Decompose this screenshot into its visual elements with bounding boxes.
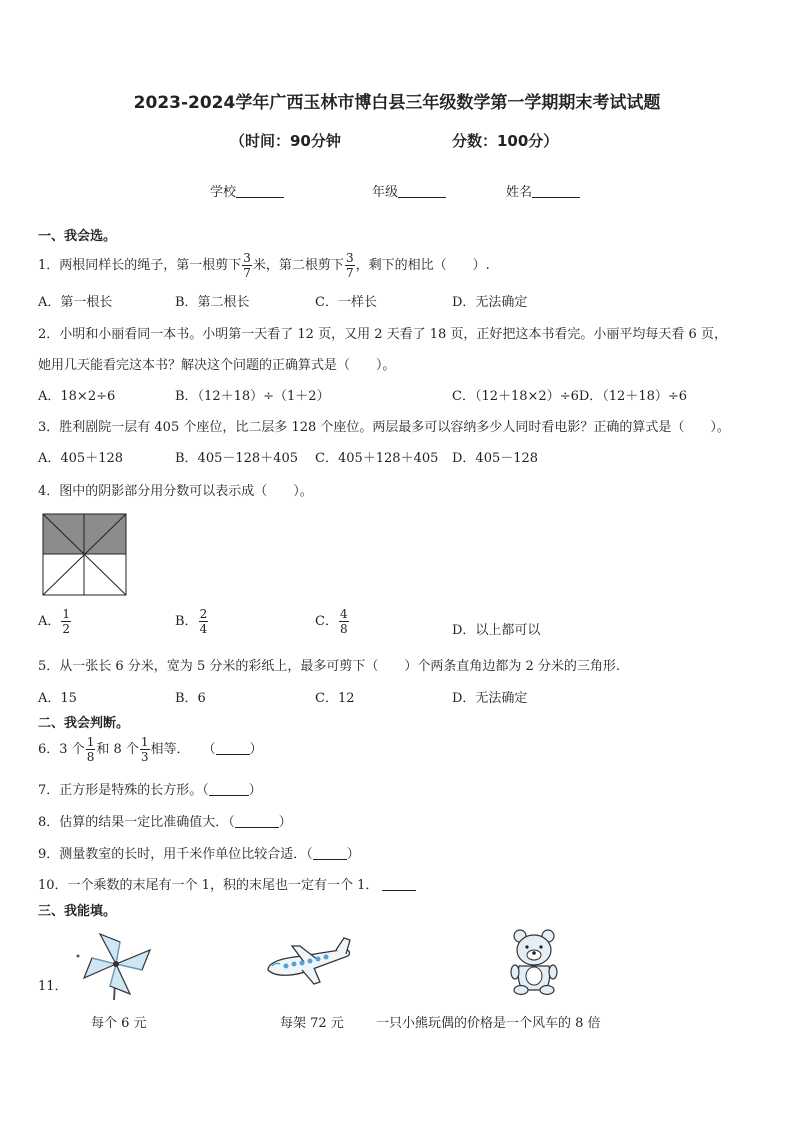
- answer-blank[interactable]: [216, 742, 250, 755]
- q4-option-c: C． $\frac{4}{8}$: [315, 607, 348, 636]
- question-4: 4．图中的阴影部分用分数可以表示成（ ）。: [38, 484, 313, 499]
- q3-option-c: C．405＋128＋405: [315, 451, 439, 466]
- bear-price-caption: 一只小熊玩偶的价格是一个风车的 8 倍: [376, 1016, 601, 1031]
- q5-option-a: A．15: [38, 691, 77, 706]
- pinwheel-price-caption: 每个 6 元: [91, 1016, 147, 1031]
- q2-option-b: B．（12＋18）÷（1＋2）: [175, 389, 330, 404]
- q4-option-d: D．以上都可以: [452, 623, 541, 638]
- section-heading-choice: 一、我会选。: [38, 229, 117, 244]
- q4-option-a: A． $\frac{1}{2}$: [38, 607, 71, 636]
- question-10: 10．一个乘数的末尾有一个 1，积的末尾也一定有一个 1．: [38, 874, 416, 893]
- q2-option-cd: C．（12＋18×2）÷6D．（12＋18）÷6: [452, 389, 688, 404]
- fraction: $\frac{3}{7}$: [243, 251, 251, 280]
- answer-blank[interactable]: [313, 847, 347, 860]
- question-5: 5．从一张长 6 分米，宽为 5 分米的彩纸上，最多可剪下（ ）个两条直角边都为 2 分米的三角形.: [38, 659, 621, 674]
- pinwheel-image: [70, 928, 162, 1002]
- q1-option-a: A．第一根长: [38, 295, 113, 310]
- q3-option-d: D．405－128: [452, 451, 539, 466]
- question-6: 6．3 个 $\frac{1}{8}$ 和 8 个 $\frac{1}{3}$ 相等． （ ）: [38, 735, 263, 764]
- q5-option-b: B．6: [175, 691, 206, 706]
- name-field[interactable]: 姓名: [506, 181, 580, 200]
- q4-option-b: B． $\frac{2}{4}$: [175, 607, 208, 636]
- q3-option-b: B．405－128＋405: [175, 451, 298, 466]
- answer-blank[interactable]: [209, 783, 249, 796]
- exam-time: （时间：90分钟: [230, 132, 341, 150]
- question-3: 3．胜利剧院一层有 405 个座位，比二层多 128 个座位。两层最多可以容纳多少人同时看电影？正确的算式是（ ）。: [38, 420, 730, 435]
- question-2-line-1: 2．小明和小丽看同一本书。小明第一天看了 12 页，又用 2 天看了 18 页，正好把这本书看完。小丽平均每天看 6 页，: [38, 327, 727, 342]
- page-title: 2023-2024学年广西玉林市博白县三年级数学第一学期期末考试试题: [133, 93, 661, 113]
- question-1: 1．两根同样长的绳子，第一根剪下 $\frac{3}{7}$ 米，第二根剪下 $\frac{3}{7}$ ，剩下的相比（ ）.: [38, 251, 490, 280]
- exam-score: 分数：100分）: [452, 132, 559, 150]
- q2-option-a: A．18×2÷6: [38, 389, 116, 404]
- airplane-image: [262, 936, 354, 988]
- answer-blank[interactable]: [382, 878, 416, 891]
- airplane-price-caption: 每架 72 元: [280, 1016, 344, 1031]
- question-11-number: 11．: [38, 979, 68, 994]
- q5-option-d: D．无法确定: [452, 691, 528, 706]
- question-9: 9．测量教室的长时，用千米作单位比较合适．（ ）: [38, 847, 360, 862]
- grade-field[interactable]: 年级: [372, 181, 446, 200]
- q1-option-d: D．无法确定: [452, 295, 528, 310]
- shaded-square-figure: [42, 513, 128, 597]
- section-heading-fill: 三、我能填。: [38, 904, 117, 919]
- q5-option-c: C．12: [315, 691, 355, 706]
- question-7: 7．正方形是特殊的长方形。（ ）: [38, 783, 262, 798]
- question-8: 8．估算的结果一定比准确值大．（ ）: [38, 815, 292, 830]
- q3-option-a: A．405＋128: [38, 451, 124, 466]
- q1-option-b: B．第二根长: [175, 295, 250, 310]
- fraction: $\frac{3}{7}$: [345, 251, 354, 280]
- question-2-line-2: 她用几天能看完这本书？解决这个问题的正确算式是（ ）。: [38, 358, 396, 373]
- q1-option-c: C．一样长: [315, 295, 377, 310]
- teddy-bear-image: [509, 926, 559, 996]
- section-heading-judge: 二、我会判断。: [38, 716, 130, 731]
- answer-blank[interactable]: [235, 815, 279, 828]
- school-field[interactable]: 学校: [210, 181, 284, 200]
